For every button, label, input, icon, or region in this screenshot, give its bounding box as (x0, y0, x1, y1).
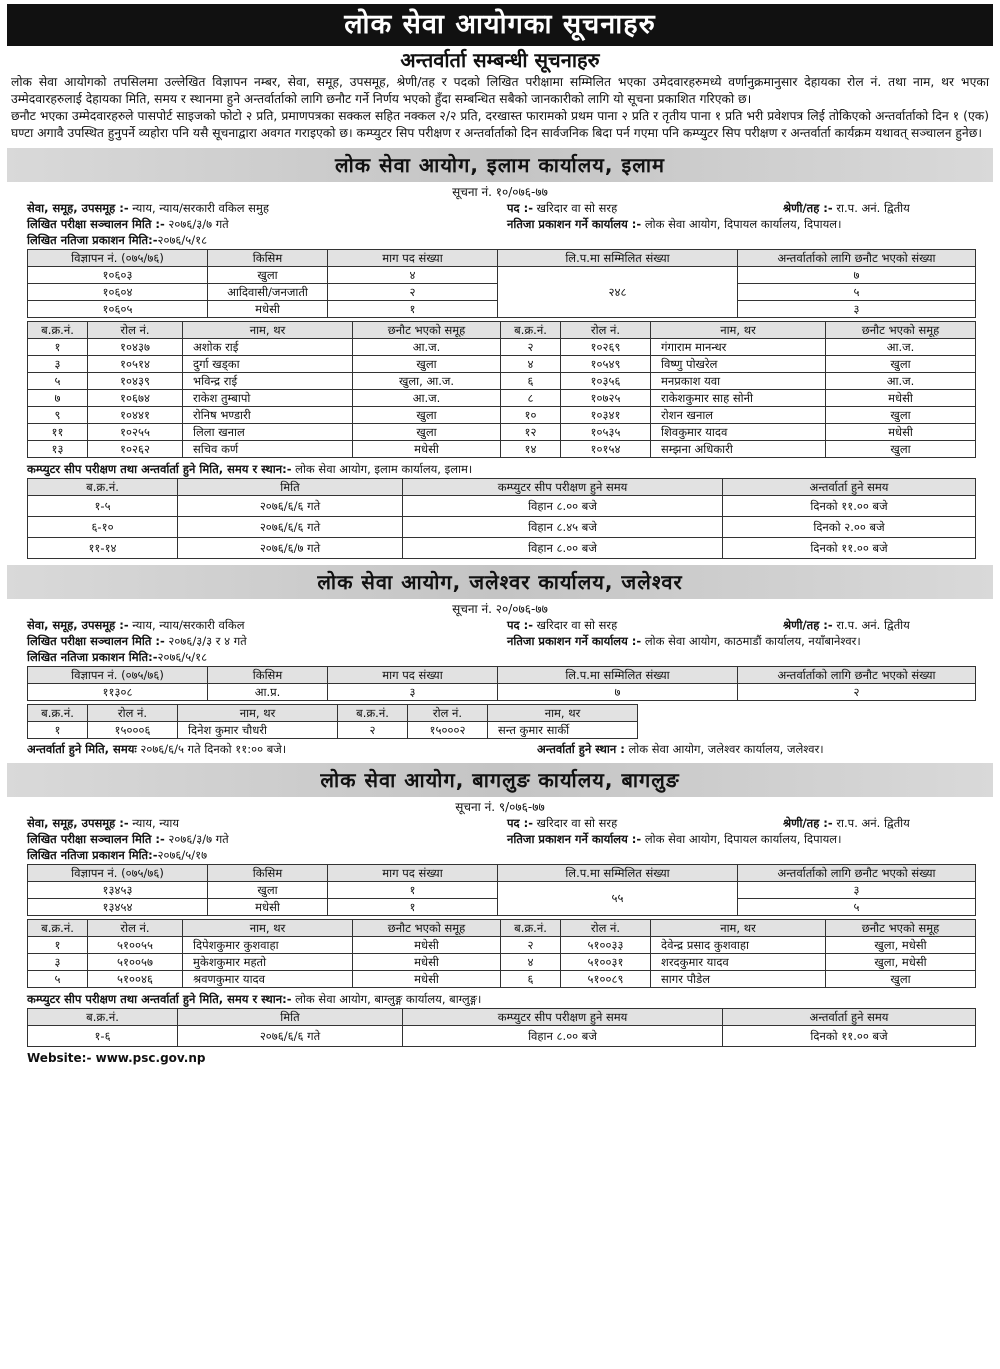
adv-int: ५ (738, 899, 976, 916)
adv-mag: १ (328, 899, 498, 916)
table-cell: आ.ज. (826, 339, 976, 356)
adv-kisim: खुला (208, 882, 328, 899)
table-cell: खुला (826, 441, 976, 458)
natija-date-label: लिखित नतिजा प्रकाशन मिति:- (27, 650, 158, 664)
col-name: नाम, थर (183, 920, 353, 937)
jaleshwar-pad: खरिदार वा सो सरह (536, 618, 618, 632)
ilam-advertisement-table (27, 249, 976, 318)
col-interview-count: अन्तर्वार्ताको लागि छनौट भएको संख्या (738, 865, 976, 882)
col-interview-count: अन्तर्वार्ताको लागि छनौट भएको संख्या (738, 250, 976, 267)
jaleshwar-section-title: लोक सेवा आयोग, जलेश्वर कार्यालय, जलेश्वर (7, 565, 993, 599)
table-row (28, 356, 976, 373)
table-cell: १५०००६ (88, 722, 178, 739)
table-cell: आ.ज. (353, 339, 501, 356)
ilam-natija-date: २०७६/५/१८ (157, 233, 208, 247)
table-cell: मुकेशकुमार महतो (183, 954, 353, 971)
seva-label: सेवा, समूह, उपसमूह :- (27, 618, 129, 632)
interview-date-value: २०७६/६/५ गते दिनको ११:०० बजे। (140, 742, 287, 756)
table-row (28, 441, 976, 458)
col-group: छनौट भएको समूह (826, 920, 976, 937)
table-cell: १-५ (28, 496, 178, 517)
ilam-seva: न्याय, न्याय/सरकारी वकिल समुह (132, 201, 269, 215)
intro-paragraph-1: लोक सेवा आयोगको तपसिलमा उल्लेखित विज्ञापन नम्बर, सेवा, समूह, उपसमूह, श्रेणी/तह र पदको लिखित परीक्षामा सम्मिलित भएका उमेदवारहरुमध्ये वर्णानुक्रमानुसार देहायका रोल नं. तथा नाम, थर भएका उम्मेदवारहरुलाई देहायका मिति, समय र स्थानमा हुने अन्तर्वार्ताको लागि छनौट गर्ने निर्णय भएको हुँदा सम्बन्धित सबैको जानकारीको लागि यो सूचना प्रकाशित गरिएको छ। (11, 75, 989, 106)
baglung-candidate-table (27, 919, 976, 988)
sub-title: अन्तर्वार्ता सम्बन्धी सूचनाहरु (400, 48, 600, 72)
table-cell: ५ (28, 971, 88, 988)
table-cell: खुला (826, 407, 976, 424)
seva-label: सेवा, समूह, उपसमूह :- (27, 816, 129, 830)
adv-no: १०६०३ (28, 267, 208, 284)
interview-date-label: अन्तर्वार्ता हुने मिति, समयः (27, 742, 137, 756)
baglung-info-line-2 (7, 831, 993, 847)
table-cell: ५१००४६ (88, 971, 183, 988)
adv-no: १०६०४ (28, 284, 208, 301)
table-cell: ५ (28, 373, 88, 390)
table-cell: मधेसी (826, 424, 976, 441)
ilam-section-title: लोक सेवा आयोग, इलाम कार्यालय, इलाम (7, 148, 993, 182)
table-cell: रोशन खनाल (651, 407, 826, 424)
adv-no: ११३०८ (28, 684, 208, 701)
pad-label: पद :- (507, 618, 534, 632)
table-header-row (28, 667, 976, 684)
table-cell: १ (28, 722, 88, 739)
col-bakr: ब.क्र.नं. (28, 1009, 178, 1026)
table-cell: १०२६२ (88, 441, 183, 458)
likhit-date-label: लिखित परीक्षा सञ्चालन मिति :- (27, 217, 165, 231)
col-group: छनौट भएको समूह (353, 920, 501, 937)
baglung-info-line-1 (7, 815, 993, 831)
seva-label: सेवा, समूह, उपसमूह :- (27, 201, 129, 215)
col-bakr: ब.क्र.नं. (28, 920, 88, 937)
col-adv-no: विज्ञापन नं. (०७५/७६) (28, 667, 208, 684)
col-mag-pad: माग पद संख्या (328, 667, 498, 684)
table-cell: १०७२५ (561, 390, 651, 407)
table-cell: विहान ८.०० बजे (403, 538, 723, 559)
col-lipa-count: लि.प.मा सम्मिलित संख्या (498, 250, 738, 267)
table-cell: खुला (353, 424, 501, 441)
table-header-row (28, 705, 638, 722)
col-roll: रोल नं. (88, 705, 178, 722)
col-kisim: किसिम (208, 250, 328, 267)
col-int-time: अन्तर्वार्ता हुने समय (723, 1009, 976, 1026)
table-cell: १ (28, 339, 88, 356)
table-cell: रोनिष भण्डारी (183, 407, 353, 424)
table-cell: २ (338, 722, 408, 739)
jaleshwar-natija-office: लोक सेवा आयोग, काठमाडौं कार्यालय, नयाँबानेश्वर। (644, 634, 861, 648)
jaleshwar-seva: न्याय, न्याय/सरकारी वकिल (132, 618, 245, 632)
jaleshwar-notice-number: सूचना नं. २०/०७६-७७ (452, 602, 548, 616)
ilam-candidate-rows (28, 339, 976, 458)
table-cell: ५१००३३ (561, 937, 651, 954)
notice-page (7, 4, 993, 1066)
table-cell: १२ (501, 424, 561, 441)
jaleshwar-candidate-table (27, 704, 638, 739)
col-miti: मिति (178, 1009, 403, 1026)
jaleshwar-advertisement-table (27, 666, 976, 701)
table-cell: १० (501, 407, 561, 424)
baglung-notice-number: सूचना नं. ९/०७६-७७ (455, 800, 545, 814)
adv-int: ७ (738, 267, 976, 284)
col-bakr: ब.क्र.नं. (28, 322, 88, 339)
col-lipa-count: लि.प.मा सम्मिलित संख्या (498, 667, 738, 684)
table-cell: दिनको ११.०० बजे (723, 496, 976, 517)
table-cell: आ.ज. (353, 390, 501, 407)
ilam-pad: खरिदार वा सो सरह (536, 201, 618, 215)
table-cell: दिनेश कुमार चौधरी (178, 722, 338, 739)
natija-office-label: नतिजा प्रकाशन गर्ने कार्यालय :- (507, 832, 642, 846)
table-cell: ७ (28, 390, 88, 407)
table-cell: मधेसी (353, 971, 501, 988)
col-roll: रोल नं. (88, 322, 183, 339)
table-cell: शिवकुमार यादव (651, 424, 826, 441)
ilam-natija-office: लोक सेवा आयोग, दिपायल कार्यालय, दिपायल। (644, 217, 842, 231)
table-cell: खुला, आ.ज. (353, 373, 501, 390)
table-cell: १०३५६ (561, 373, 651, 390)
baglung-seva: न्याय, न्याय (132, 816, 180, 830)
table-row (28, 937, 976, 954)
table-cell: विष्णु पोखरेल (651, 356, 826, 373)
table-cell: १०४४१ (88, 407, 183, 424)
jaleshwar-info-line-1 (7, 617, 993, 633)
col-miti: मिति (178, 479, 403, 496)
col-comp-time: कम्प्युटर सीप परीक्षण हुने समय (403, 1009, 723, 1026)
table-row (28, 971, 976, 988)
table-row (28, 954, 976, 971)
col-name: नाम, थर (178, 705, 338, 722)
website-link[interactable]: Website:- www.psc.gov.np (27, 1051, 206, 1065)
pad-label: पद :- (507, 201, 534, 215)
table-cell: मधेसी (353, 954, 501, 971)
interview-place-label: अन्तर्वार्ता हुने स्थान : (537, 742, 625, 756)
table-row (28, 882, 976, 899)
col-kisim: किसिम (208, 667, 328, 684)
col-roll: रोल नं. (561, 322, 651, 339)
jaleshwar-candidate-rows (28, 722, 638, 739)
table-row (28, 390, 976, 407)
table-cell: १०२५५ (88, 424, 183, 441)
likhit-date-label: लिखित परीक्षा सञ्चालन मिति :- (27, 832, 165, 846)
table-row (28, 424, 976, 441)
jaleshwar-info-line-2 (7, 633, 993, 649)
jaleshwar-shreni: रा.प. अनं. द्वितीय (836, 618, 910, 632)
table-cell: २ (501, 937, 561, 954)
col-bakr: ब.क्र.नं. (501, 920, 561, 937)
baglung-likhit-date: २०७६/३/७ गते (168, 832, 229, 846)
col-name: नाम, थर (651, 322, 826, 339)
natija-office-label: नतिजा प्रकाशन गर्ने कार्यालय :- (507, 217, 642, 231)
table-cell: गंगाराम मानन्धर (651, 339, 826, 356)
baglung-schedule-line (7, 991, 993, 1007)
adv-kisim: आ.प्र. (208, 684, 328, 701)
table-cell: राकेश तुम्बापो (183, 390, 353, 407)
table-header-row (28, 322, 976, 339)
adv-int: ३ (738, 301, 976, 318)
col-name: नाम, थर (183, 322, 353, 339)
table-cell: २०७६/६/७ गते (178, 538, 403, 559)
baglung-pad: खरिदार वा सो सरह (536, 816, 618, 830)
table-cell: मधेसी (826, 390, 976, 407)
table-cell: ३ (28, 954, 88, 971)
adv-lipa: ७ (498, 684, 738, 701)
col-adv-no: विज्ञापन नं. (०७५/७६) (28, 250, 208, 267)
jaleshwar-likhit-date: २०७६/३/३ र ४ गते (168, 634, 247, 648)
table-cell: खुला (353, 407, 501, 424)
adv-kisim: मधेसी (208, 301, 328, 318)
baglung-schedule-table (27, 1008, 976, 1047)
table-cell: १-६ (28, 1026, 178, 1047)
natija-office-label: नतिजा प्रकाशन गर्ने कार्यालय :- (507, 634, 642, 648)
table-cell: विहान ८.४५ बजे (403, 517, 723, 538)
table-cell: सम्झना अधिकारी (651, 441, 826, 458)
table-header-row (28, 250, 976, 267)
likhit-date-label: लिखित परीक्षा सञ्चालन मिति :- (27, 634, 165, 648)
col-lipa-count: लि.प.मा सम्मिलित संख्या (498, 865, 738, 882)
table-cell: भविन्द्र राई (183, 373, 353, 390)
table-cell: २०७६/६/६ गते (178, 1026, 403, 1047)
ilam-schedule-line (7, 461, 993, 477)
table-cell: १०३४१ (561, 407, 651, 424)
table-cell: मधेसी (353, 937, 501, 954)
table-cell: मधेसी (353, 441, 501, 458)
table-header-row (28, 1009, 976, 1026)
jaleshwar-info-line-3 (7, 649, 993, 665)
adv-kisim: खुला (208, 267, 328, 284)
table-row (28, 1026, 976, 1047)
table-cell: मनप्रकाश यवा (651, 373, 826, 390)
col-interview-count: अन्तर्वार्ताको लागि छनौट भएको संख्या (738, 667, 976, 684)
table-row (28, 722, 638, 739)
table-cell: ९ (28, 407, 88, 424)
table-cell: देवेन्द्र प्रसाद कुशवाहा (651, 937, 826, 954)
adv-mag: ३ (328, 684, 498, 701)
shreni-label: श्रेणी/तह :- (783, 816, 833, 830)
table-cell: ६-१० (28, 517, 178, 538)
adv-no: १०६०५ (28, 301, 208, 318)
col-int-time: अन्तर्वार्ता हुने समय (723, 479, 976, 496)
schedule-label: कम्प्युटर सीप परीक्षण तथा अन्तर्वार्ता हुने मिति, समय र स्थान:- (27, 992, 292, 1006)
table-cell: दुर्गा खड्का (183, 356, 353, 373)
table-row (28, 538, 976, 559)
table-cell: शरदकुमार यादव (651, 954, 826, 971)
jaleshwar-interview-line (7, 741, 993, 757)
table-cell: १३ (28, 441, 88, 458)
col-bakr: ब.क्र.नं. (501, 322, 561, 339)
intro-paragraph-2: छनौट भएका उम्मेदवारहरुले पासपोर्ट साइजको फोटो २ प्रति, प्रमाणपत्रका सक्कल सहित नक्कल २/२ प्रति, दरखास्त फारामको प्रथम पाना २ प्रति र तृतीय पाना १ प्रति भरी प्रवेशपत्र लिई तोकिएको अन्तर्वार्ताको दिन १ (एक) घण्टा अगावै उपस्थित हुनुपर्ने व्यहोरा पनि यसै सूचनाद्वारा अवगत गराइएको छ। कम्प्युटर सिप परीक्षण र अन्तर्वार्ताको दिन सार्वजनिक बिदा पर्न गएमा पनि कम्प्युटर सिप परीक्षण र अन्तर्वार्ता कार्यक्रम यथावत् सञ्चालन हुनेछ। (11, 109, 989, 140)
table-cell: राकेशकुमार साह सोनी (651, 390, 826, 407)
baglung-schedule-place: लोक सेवा आयोग, बाग्लुङ्ग कार्यालय, बाग्लुङ्ग। (295, 992, 482, 1006)
table-cell: १०२६९ (561, 339, 651, 356)
table-cell: दिनको ११.०० बजे (723, 1026, 976, 1047)
table-cell: दिनको ११.०० बजे (723, 538, 976, 559)
adv-kisim: मधेसी (208, 899, 328, 916)
table-cell: दिपेशकुमार कुशवाहा (183, 937, 353, 954)
table-cell: ४ (501, 356, 561, 373)
table-cell: ३ (28, 356, 88, 373)
table-row (28, 517, 976, 538)
table-cell: अशोक राई (183, 339, 353, 356)
col-adv-no: विज्ञापन नं. (०७५/७६) (28, 865, 208, 882)
table-cell: सन्त कुमार सार्की (488, 722, 638, 739)
baglung-schedule-rows (28, 1026, 976, 1047)
baglung-natija-date: २०७६/५/१७ (157, 848, 208, 862)
table-cell: खुला (353, 356, 501, 373)
col-bakr: ब.क्र.नं. (28, 479, 178, 496)
table-header-row (28, 479, 976, 496)
ilam-info-line-3 (7, 232, 993, 248)
col-bakr: ब.क्र.नं. (28, 705, 88, 722)
table-cell: १०५१४ (88, 356, 183, 373)
natija-date-label: लिखित नतिजा प्रकाशन मिति:- (27, 848, 158, 862)
ilam-candidate-table (27, 321, 976, 458)
table-row (28, 339, 976, 356)
table-cell: १०५३५ (561, 424, 651, 441)
table-cell: खुला (826, 971, 976, 988)
ilam-info-line-2 (7, 216, 993, 232)
ilam-shreni: रा.प. अनं. द्वितीय (836, 201, 910, 215)
col-group: छनौट भएको समूह (353, 322, 501, 339)
table-cell: १०१५४ (561, 441, 651, 458)
table-cell: १ (28, 937, 88, 954)
table-cell: ५१००८९ (561, 971, 651, 988)
ilam-schedule-place: लोक सेवा आयोग, इलाम कार्यालय, इलाम। (295, 462, 473, 476)
col-mag-pad: माग पद संख्या (328, 865, 498, 882)
adv-int: ५ (738, 284, 976, 301)
table-cell: २०७६/६/६ गते (178, 517, 403, 538)
table-cell: विहान ८.०० बजे (403, 1026, 723, 1047)
col-name: नाम, थर (488, 705, 638, 722)
adv-no: १३४५४ (28, 899, 208, 916)
table-row (28, 496, 976, 517)
adv-mag: २ (328, 284, 498, 301)
ilam-schedule-table (27, 478, 976, 559)
table-cell: ४ (501, 954, 561, 971)
adv-int: ३ (738, 882, 976, 899)
natija-date-label: लिखित नतिजा प्रकाशन मिति:- (27, 233, 158, 247)
adv-no: १३४५३ (28, 882, 208, 899)
table-cell: १०४३७ (88, 339, 183, 356)
table-cell: २ (501, 339, 561, 356)
table-cell: सचिव कर्ण (183, 441, 353, 458)
baglung-candidate-rows (28, 937, 976, 988)
table-cell: ६ (501, 373, 561, 390)
adv-mag: ४ (328, 267, 498, 284)
table-cell: लिला खनाल (183, 424, 353, 441)
table-header-row (28, 920, 976, 937)
table-cell: आ.ज. (826, 373, 976, 390)
baglung-info-line-3 (7, 847, 993, 863)
adv-lipa: ५५ (498, 882, 738, 916)
main-title: लोक सेवा आयोगका सूचनाहरु (7, 4, 993, 46)
table-cell: खुला, मधेसी (826, 937, 976, 954)
table-cell: २०७६/६/६ गते (178, 496, 403, 517)
table-row (28, 684, 976, 701)
baglung-section-title: लोक सेवा आयोग, बागलुङ कार्यालय, बागलुङ (7, 763, 993, 797)
table-cell: दिनको २.०० बजे (723, 517, 976, 538)
col-roll: रोल नं. (561, 920, 651, 937)
table-cell: १०६७४ (88, 390, 183, 407)
adv-mag: १ (328, 882, 498, 899)
table-cell: १०४३९ (88, 373, 183, 390)
col-roll: रोल नं. (408, 705, 488, 722)
col-comp-time: कम्प्युटर सीप परीक्षण हुने समय (403, 479, 723, 496)
table-cell: ११ (28, 424, 88, 441)
pad-label: पद :- (507, 816, 534, 830)
table-header-row (28, 865, 976, 882)
adv-lipa: २४८ (498, 267, 738, 318)
table-cell: खुला, मधेसी (826, 954, 976, 971)
adv-int: २ (738, 684, 976, 701)
ilam-schedule-rows (28, 496, 976, 559)
interview-place-value: लोक सेवा आयोग, जलेश्वर कार्यालय, जलेश्वर। (628, 742, 824, 756)
baglung-natija-office: लोक सेवा आयोग, दिपायल कार्यालय, दिपायल। (644, 832, 842, 846)
table-row (28, 373, 976, 390)
shreni-label: श्रेणी/तह :- (783, 618, 833, 632)
table-cell: ५१००५७ (88, 954, 183, 971)
schedule-label: कम्प्युटर सीप परीक्षण तथा अन्तर्वार्ता हुने मिति, समय र स्थान:- (27, 462, 292, 476)
ilam-likhit-date: २०७६/३/७ गते (168, 217, 229, 231)
jaleshwar-natija-date: २०७६/५/१८ (157, 650, 208, 664)
baglung-shreni: रा.प. अनं. द्वितीय (836, 816, 910, 830)
adv-mag: १ (328, 301, 498, 318)
col-name: नाम, थर (651, 920, 826, 937)
ilam-info-line-1 (7, 200, 993, 216)
table-cell: १०५४९ (561, 356, 651, 373)
col-mag-pad: माग पद संख्या (328, 250, 498, 267)
table-cell: ८ (501, 390, 561, 407)
table-cell: ११-१४ (28, 538, 178, 559)
table-row (28, 267, 976, 284)
table-cell: सागर पौडेल (651, 971, 826, 988)
adv-kisim: आदिवासी/जनजाती (208, 284, 328, 301)
ilam-notice-number: सूचना नं. १०/०७६-७७ (452, 185, 548, 199)
col-group: छनौट भएको समूह (826, 322, 976, 339)
table-row (28, 407, 976, 424)
baglung-advertisement-table (27, 864, 976, 916)
table-cell: ५१००५५ (88, 937, 183, 954)
col-roll: रोल नं. (88, 920, 183, 937)
table-cell: ६ (501, 971, 561, 988)
table-cell: खुला (826, 356, 976, 373)
table-cell: ५१००३१ (561, 954, 651, 971)
table-cell: १४ (501, 441, 561, 458)
col-kisim: किसिम (208, 865, 328, 882)
col-bakr: ब.क्र.नं. (338, 705, 408, 722)
table-cell: १५०००२ (408, 722, 488, 739)
table-cell: श्रवणकुमार यादव (183, 971, 353, 988)
table-cell: विहान ८.०० बजे (403, 496, 723, 517)
shreni-label: श्रेणी/तह :- (783, 201, 833, 215)
